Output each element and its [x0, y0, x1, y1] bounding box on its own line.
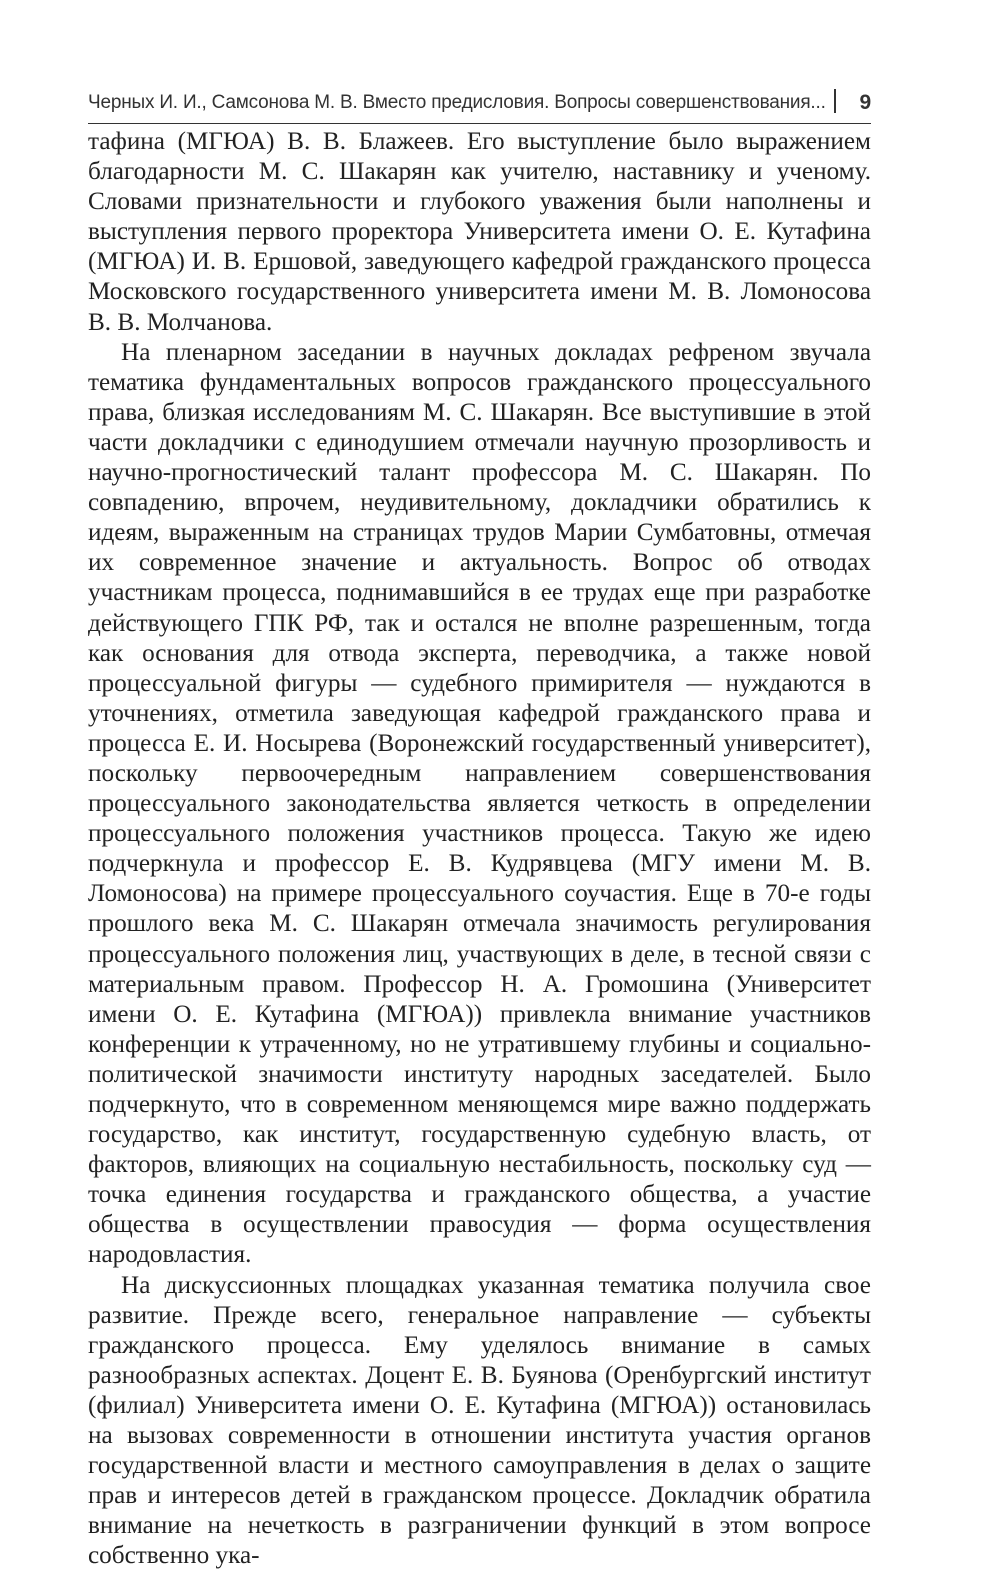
running-header — [88, 86, 871, 124]
paragraph-continuation: тафина (МГЮА) В. В. Блажеев. Его выступление было выражением благодарности М. С. Шакарян как учителю, наставнику и ученому. Словами признательности и глубокого уважения были наполнены и выступления первого проректора Университета имени О. Е. Кутафина (МГЮА) И. В. Ершовой, заведующего кафедрой гражданского процесса Московского государственного университета имени М. В. Ломоносова В. В. Молчанова. — [88, 128, 871, 336]
paragraph-plenary-session: На пленарном заседании в научных докладах рефреном звучала тематика фундаментальных вопросов гражданского процессуального права, близкая исследованиям М. С. Шакарян. Все выступившие в этой части докладчики с единодушием отмечали научную прозорливость и научно-прогностический талант профессора М. С. Шакарян. По совпадению, впрочем, неудивительному, докладчики обратились к идеям, выраженным на страницах трудов Марии Сумбатовны, отмечая их современное значение и актуальность. Вопрос об отводах участникам процесса, поднимавшийся в ее трудах еще при разработке действующего ГПК РФ, так и остался не вполне разрешенным, тогда как основания для отвода эксперта, переводчика, а также новой процессуальной фигуры — судебного примирителя — нуждаются в уточнениях, отметила заведующая кафедрой гражданского права и процесса Е. И. Носырева (Воронежский государственный университет), поскольку первоочередным направлением совершенствования процессуального законодательства является четкость в определении процессуального положения участников процесса. Такую же идею подчеркнула и профессор Е. В. Кудрявцева (МГУ имени М. В. Ломоносова) на примере процессуального соучастия. Еще в 70-е годы прошлого века М. С. Шакарян отмечала значимость регулирования процессуального положения лиц, участвующих в деле, в тесной связи с материальным правом. Профессор Н. А. Громошина (Университет имени О. Е. Кутафина (МГЮА)) привлекла внимание участников конференции к утраченному, но не утратившему глубины и социально-политической значимости институту народных заседателей. Было подчеркнуто, что в современном меняющемся мире важно поддержать государство, как институт, государственную судебную власть, от факторов, влияющих на социальную нестабильность, поскольку суд — точка единения государства и гражданского общества, а участие общества в осуществлении правосудия — форма осуществления народовластия. — [88, 338, 871, 1269]
page-body — [88, 127, 871, 1572]
page-number: 9 — [859, 91, 871, 114]
paragraph-discussion-platforms: На дискуссионных площадках указанная тематика получила свое развитие. Прежде всего, генеральное направление — субъекты гражданского процесса. Ему уделялось внимание в самых разнообразных аспектах. Доцент Е. В. Буянова (Оренбургский институт (филиал) Университета имени О. Е. Кутафина (МГЮА)) остановилась на вызовах современности в отношении института участия органов государственной власти и местного самоуправления в делах о защите прав и интересов детей в гражданском процессе. Докладчик обратила внимание на нечеткость в разграничении функций в этом вопросе собственно ука- — [88, 1271, 871, 1570]
header-divider — [834, 89, 836, 113]
running-header-title: Черных И. И., Самсонова М. В. Вместо предисловия. Вопросы совершенствования... — [88, 92, 826, 113]
